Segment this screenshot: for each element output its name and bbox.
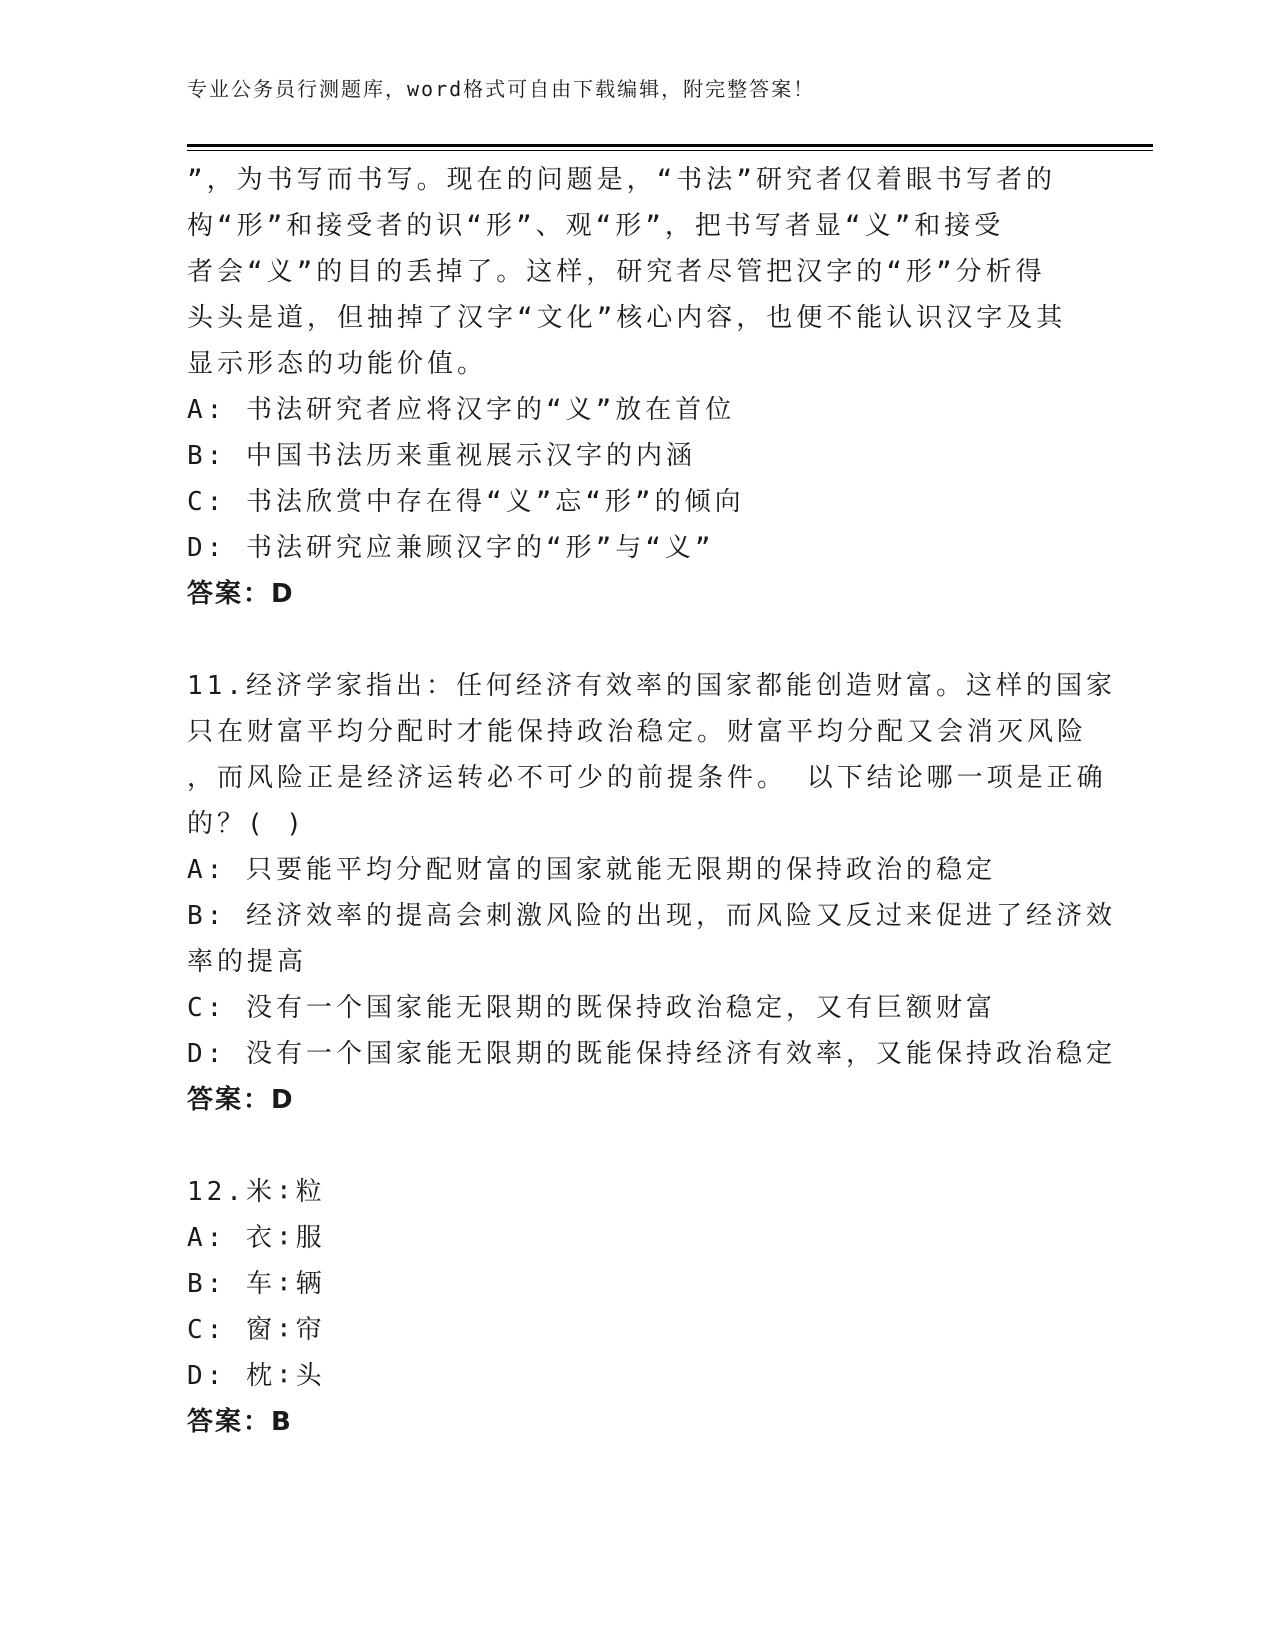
option-b-continued: 率的提高 (187, 947, 308, 977)
question-stem-line: 者会“义”的目的丢掉了。这样，研究者尽管把汉字的“形”分析得 (187, 257, 1046, 287)
document-body (187, 157, 1147, 1445)
option-d: D: 枕∶头 (187, 1361, 326, 1391)
option-b: B: 中国书法历来重视展示汉字的内涵 (187, 441, 696, 471)
header-rule-thin (187, 150, 1153, 151)
option-a: A: 书法研究者应将汉字的“义”放在首位 (187, 395, 736, 425)
option-b: B: 车∶辆 (187, 1269, 326, 1299)
answer-line: 答案：D (187, 1085, 295, 1115)
header-rule-thick (187, 144, 1153, 147)
option-a: A: 只要能平均分配财富的国家就能无限期的保持政治的稳定 (187, 855, 996, 885)
question-stem-line: 的？( ) (187, 809, 306, 839)
option-b: B: 经济效率的提高会刺激风险的出现，而风险又反过来促进了经济效 (187, 901, 1116, 931)
option-c: C: 书法欣赏中存在得“义”忘“形”的倾向 (187, 487, 745, 517)
option-c: C: 窗∶帘 (187, 1315, 326, 1345)
question-stem-line: ”，为书写而书写。现在的问题是，“书法”研究者仅着眼书写者的 (187, 165, 1056, 195)
option-a: A: 衣∶服 (187, 1223, 326, 1253)
question-stem-line: 构“形”和接受者的识“形”、观“形”，把书写者显“义”和接受 (187, 211, 1005, 241)
question-stem-line: 11.经济学家指出：任何经济有效率的国家都能创造财富。这样的国家 (187, 671, 1116, 701)
question-stem-line: ，而风险正是经济运转必不可少的前提条件。 以下结论哪一项是正确 (187, 763, 1107, 793)
question-11 (187, 663, 1147, 1123)
answer-line: 答案：B (187, 1407, 293, 1437)
option-d: D: 没有一个国家能无限期的既能保持经济有效率，又能保持政治稳定 (187, 1039, 1116, 1069)
page-header: 专业公务员行测题库，word格式可自由下载编辑，附完整答案！ (187, 77, 816, 101)
option-c: C: 没有一个国家能无限期的既保持政治稳定，又有巨额财富 (187, 993, 996, 1023)
question-12 (187, 1169, 1147, 1445)
answer-line: 答案：D (187, 579, 295, 609)
question-stem-line: 显示形态的功能价值。 (187, 349, 488, 379)
question-stem-line: 12.米∶粒 (187, 1177, 326, 1207)
spacer (187, 1123, 1147, 1169)
question-stem-line: 只在财富平均分配时才能保持政治稳定。财富平均分配又会消灭风险 (187, 717, 1088, 747)
spacer (187, 617, 1147, 663)
question-10 (187, 157, 1147, 617)
option-d: D: 书法研究应兼顾汉字的“形”与“义” (187, 533, 715, 563)
question-stem-line: 头头是道，但抽掉了汉字“文化”核心内容，也便不能认识汉字及其 (187, 303, 1067, 333)
